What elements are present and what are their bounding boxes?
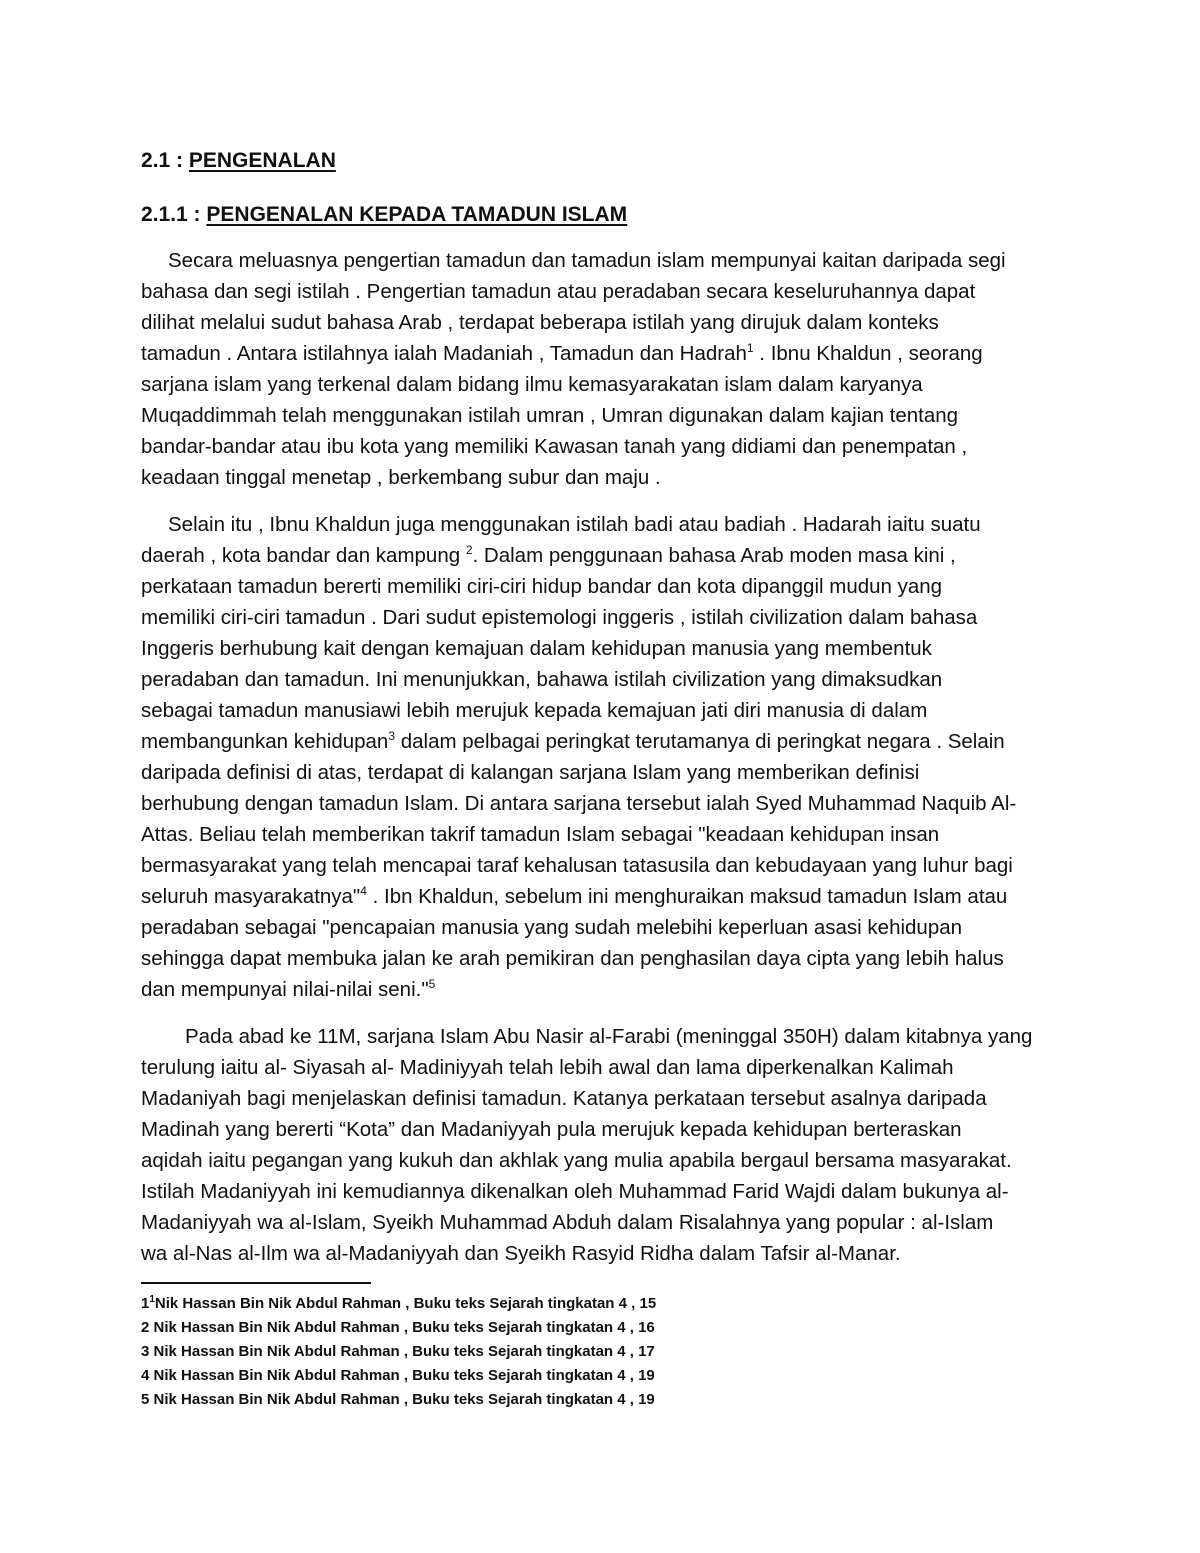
text-run: seluruh masyarakatnya"	[141, 885, 361, 908]
paragraph-line: Attas. Beliau telah memberikan takrif tamadun Islam sebagai "keadaan kehidupan insan	[141, 823, 940, 846]
footnote-ref-1[interactable]: 1	[746, 341, 754, 356]
footnote-text: Nik Hassan Bin Nik Abdul Rahman , Buku teks Sejarah tingkatan 4 , 17	[153, 1343, 655, 1360]
paragraph-line: Muqaddimmah telah menggunakan istilah umran , Umran digunakan dalam kajian tentang	[141, 404, 959, 427]
text-run: dan mempunyai nilai-nilai seni."	[141, 978, 429, 1001]
paragraph-line: keadaan tinggal menetap , berkembang subur dan maju .	[141, 466, 661, 489]
subsection-heading	[141, 201, 627, 229]
footnote-number: 3	[141, 1343, 154, 1360]
text-run: . Ibn Khaldun, sebelum ini menghuraikan maksud tamadun Islam atau	[366, 885, 1008, 908]
text-run: membangunkan kehidupan	[141, 730, 389, 753]
footnote-item	[141, 1340, 656, 1364]
paragraph-line: bahasa dan segi istilah . Pengertian tamadun atau peradaban secara keseluruhannya dapat	[141, 280, 976, 303]
section-heading	[141, 147, 336, 175]
footnote-list	[141, 1292, 656, 1412]
paragraph-line: sebagai tamadun manusiawi lebih merujuk kepada kemajuan jati diri manusia di dalam	[141, 699, 928, 722]
text-run: tamadun . Antara istilahnya ialah Madaniah , Tamadun dan Hadrah	[141, 342, 747, 365]
footnote-text: Nik Hassan Bin Nik Abdul Rahman , Buku teks Sejarah tingkatan 4 , 15	[154, 1295, 657, 1312]
subsection-number: 2.1.1 :	[141, 203, 201, 226]
paragraph-line	[141, 540, 1071, 571]
paragraph-2	[141, 509, 1071, 1005]
footnote-number: 4	[141, 1367, 154, 1384]
paragraph-line: daripada definisi di atas, terdapat di kalangan sarjana Islam yang memberikan definisi	[141, 761, 920, 784]
paragraph-line: bermasyarakat yang telah mencapai taraf kehalusan tatasusila dan kebudayaan yang luhur bagi	[141, 854, 1013, 877]
paragraph-line: sehingga dapat membuka jalan ke arah pemikiran dan penghasilan daya cipta yang lebih halus	[141, 947, 1004, 970]
paragraph-line: Secara meluasnya pengertian tamadun dan tamadun islam mempunyai kaitan daripada segi	[168, 249, 1006, 272]
footnote-separator	[141, 1282, 371, 1284]
footnote-item	[141, 1316, 656, 1340]
paragraph-line: Madaniyyah wa al-Islam, Syeikh Muhammad Abduh dalam Risalahnya yang popular : al-Islam	[141, 1211, 994, 1234]
footnote-ref-5[interactable]: 5	[428, 977, 436, 992]
paragraph-line: perkataan tamadun bererti memiliki ciri-ciri hidup bandar dan kota dipanggil mudun yang	[141, 575, 943, 598]
footnote-ref-3[interactable]: 3	[388, 729, 396, 744]
footnote-item	[141, 1292, 656, 1316]
footnote-number: 2	[141, 1319, 154, 1336]
footnote-text: Nik Hassan Bin Nik Abdul Rahman , Buku teks Sejarah tingkatan 4 , 19	[153, 1391, 655, 1408]
paragraph-line: peradaban dan tamadun. Ini menunjukkan, bahawa istilah civilization yang dimaksudkan	[141, 668, 943, 691]
paragraph-line	[141, 338, 1071, 369]
paragraph-line: Madaniyah bagi menjelaskan definisi tamadun. Katanya perkataan tersebut asalnya daripada	[141, 1087, 987, 1110]
paragraph-1	[141, 245, 1071, 493]
paragraph-3	[141, 1021, 1071, 1269]
paragraph-line: Istilah Madaniyyah ini kemudiannya dikenalkan oleh Muhammad Farid Wajdi dalam bukunya al-	[141, 1180, 1009, 1203]
footnote-ref-4[interactable]: 4	[360, 884, 367, 899]
footnote-mark: 1	[149, 1294, 155, 1305]
paragraph-line: berhubung dengan tamadun Islam. Di antara sarjana tersebut ialah Syed Muhammad Naquib Al-	[141, 792, 1017, 815]
paragraph-line: dilihat melalui sudut bahasa Arab , terdapat beberapa istilah yang dirujuk dalam konteks	[141, 311, 939, 334]
paragraph-line	[141, 726, 1071, 757]
paragraph-line: sarjana islam yang terkenal dalam bidang ilmu kemasyarakatan islam dalam karyanya	[141, 373, 923, 396]
paragraph-line: Selain itu , Ibnu Khaldun juga menggunakan istilah badi atau badiah . Hadarah iaitu suatu	[168, 513, 981, 536]
paragraph-line: bandar-bandar atau ibu kota yang memiliki Kawasan tanah yang didiami dan penempatan ,	[141, 435, 968, 458]
footnote-item	[141, 1388, 656, 1412]
paragraph-line	[141, 881, 1071, 912]
subsection-title: PENGENALAN KEPADA TAMADUN ISLAM	[206, 203, 628, 226]
paragraph-line: aqidah iaitu pegangan yang kukuh dan akhlak yang mulia apabila bergaul bersama masyarakat.	[141, 1149, 1012, 1172]
paragraph-line: wa al-Nas al-Ilm wa al-Madaniyyah dan Syeikh Rasyid Ridha dalam Tafsir al-Manar.	[141, 1242, 901, 1265]
paragraph-line: memiliki ciri-ciri tamadun . Dari sudut epistemologi inggeris , istilah civilization dalam bahasa	[141, 606, 978, 629]
paragraph-line	[141, 974, 1071, 1005]
text-run: dalam pelbagai peringkat terutamanya di peringkat negara . Selain	[395, 730, 1005, 753]
text-run: . Dalam penggunaan bahasa Arab moden masa kini ,	[472, 544, 956, 567]
paragraph-line: Inggeris berhubung kait dengan kemajuan dalam kehidupan manusia yang membentuk	[141, 637, 932, 660]
footnote-number: 1	[141, 1295, 150, 1312]
paragraph-line: peradaban sebagai "pencapaian manusia yang sudah melebihi keperluan asasi kehidupan	[141, 916, 963, 939]
section-number: 2.1 :	[141, 149, 184, 172]
footnote-ref-2[interactable]: 2	[465, 543, 473, 558]
paragraph-line: Pada abad ke 11M, sarjana Islam Abu Nasir al-Farabi (meninggal 350H) dalam kitabnya yang	[185, 1025, 1033, 1048]
footnote-text: Nik Hassan Bin Nik Abdul Rahman , Buku teks Sejarah tingkatan 4 , 19	[153, 1367, 655, 1384]
footnote-number: 5	[141, 1391, 154, 1408]
text-run: . Ibnu Khaldun , seorang	[753, 342, 983, 365]
footnote-item	[141, 1364, 656, 1388]
paragraph-line: Madinah yang bererti “Kota” dan Madaniyyah pula merujuk kepada kehidupan berteraskan	[141, 1118, 962, 1141]
paragraph-line: terulung iaitu al- Siyasah al- Madiniyyah telah lebih awal dan lama diperkenalkan Kalimah	[141, 1056, 954, 1079]
text-run: daerah , kota bandar dan kampung	[141, 544, 466, 567]
footnote-text: Nik Hassan Bin Nik Abdul Rahman , Buku teks Sejarah tingkatan 4 , 16	[153, 1319, 655, 1336]
section-title: PENGENALAN	[188, 149, 336, 172]
